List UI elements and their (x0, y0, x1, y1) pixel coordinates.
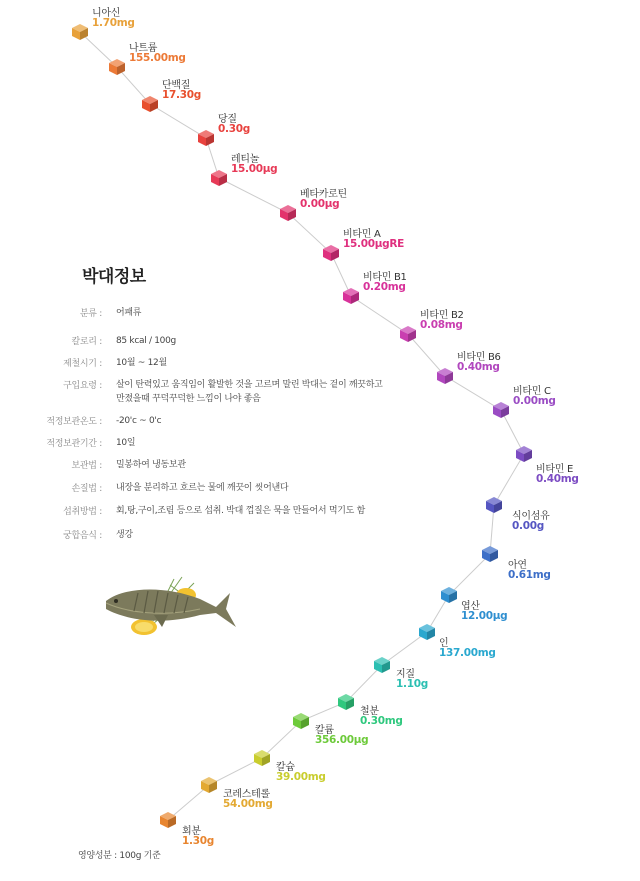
info-value: 회,탕,구이,조림 등으로 섭취. 박대 껍질은 묵을 만들어서 먹기도 함 (116, 506, 365, 516)
nutrient-name: 베타카로틴 (300, 189, 347, 200)
info-value: 어패류 (116, 308, 142, 318)
fish-icon (106, 589, 236, 627)
info-label: 적정보관기간 : (46, 439, 102, 449)
nutrient-cube-icon (211, 170, 227, 186)
nutrient-value: 54.00mg (223, 798, 273, 810)
nutrient-value: 0.30mg (360, 715, 403, 727)
info-value: 밀봉하여 냉동보관 (116, 460, 186, 470)
nutrient-name: 비타민 E (536, 464, 573, 475)
nutrient-value: 15.00μgRE (343, 238, 405, 250)
nutrient-name: 지질 (396, 669, 415, 680)
nutrient-value: 1.10g (396, 678, 428, 690)
info-label: 손질법 : (71, 484, 102, 494)
nutrient-value: 0.00g (512, 520, 544, 532)
nutrient-name: 칼륨 (315, 725, 334, 736)
nutrient-name: 철분 (360, 706, 379, 717)
nutrient-value: 12.00μg (461, 610, 508, 622)
nutrient-name: 아연 (508, 560, 527, 571)
nutrient-value: 0.40mg (457, 361, 500, 373)
nutrient-value: 39.00mg (276, 771, 326, 783)
nutrient-cube-icon (201, 777, 217, 793)
nutrient-value: 137.00mg (439, 647, 496, 659)
nutrient-value: 1.30g (182, 835, 214, 847)
nutrient-name: 코레스테롤 (223, 789, 270, 800)
nutrient-cube-icon (493, 402, 509, 418)
info-value: -20'c ~ 0'c (116, 416, 162, 426)
nutrient-value: 0.30g (218, 123, 250, 135)
nutrient-name: 당질 (218, 114, 237, 125)
info-label: 적정보관온도 : (46, 417, 102, 427)
info-value: 10일 (116, 438, 136, 448)
nutrient-name: 비타민 C (513, 386, 551, 397)
nutrient-value: 155.00mg (129, 52, 186, 64)
info-title: 박대정보 (82, 267, 146, 287)
info-label: 보관법 : (71, 461, 102, 471)
nutrient-value: 0.20mg (363, 281, 406, 293)
nutrient-value: 0.61mg (508, 569, 551, 581)
fish-illustration (104, 573, 236, 643)
nutrient-name: 레티놀 (231, 154, 260, 165)
nutrient-name: 단백질 (162, 80, 191, 91)
nutrient-value: 0.00μg (300, 198, 340, 210)
nutrient-cube-icon (400, 326, 416, 342)
nutrient-cube-icon (198, 130, 214, 146)
nutrient-value: 15.00μg (231, 163, 278, 175)
nutrient-cube-icon (343, 288, 359, 304)
info-value: 살이 탄력있고 움직임이 활발한 것을 고르며 말린 박대는 겉이 깨끗하고 만졌을때 꾸덕꾸덕한 느낌이 나야 좋음 (116, 380, 383, 404)
nutrient-cube-icon (419, 624, 435, 640)
nutrient-value: 1.70mg (92, 17, 135, 29)
nutrient-cube-icon (516, 446, 532, 462)
nutrient-value: 0.00mg (513, 395, 556, 407)
nutrient-name: 인 (439, 638, 449, 649)
nutrient-value: 17.30g (162, 89, 201, 101)
nutrient-name: 칼슘 (276, 762, 295, 773)
info-label: 궁합음식 : (63, 531, 102, 541)
info-value: 내장을 분리하고 흐르는 물에 깨끗이 씻어낸다 (116, 483, 289, 493)
info-value: 10월 ~ 12월 (116, 358, 167, 368)
nutrient-name: 회분 (182, 826, 201, 837)
nutrient-name: 식이섬유 (512, 511, 550, 522)
nutrient-name: 니아신 (92, 8, 121, 19)
info-label: 칼로리 : (71, 337, 102, 347)
info-label: 구입요령 : (63, 381, 102, 391)
nutrient-name: 나트륨 (129, 43, 158, 54)
info-label: 제철시기 : (63, 359, 102, 369)
nutrient-name: 비타민 B6 (457, 352, 501, 363)
info-value: 85 kcal / 100g (116, 336, 176, 346)
info-label: 섭취방법 : (63, 507, 102, 517)
nutrient-name: 엽산 (461, 601, 480, 612)
nutrient-value: 356.00μg (315, 734, 369, 746)
nutrient-name: 비타민 B1 (363, 272, 407, 283)
nutrient-name: 비타민 A (343, 229, 381, 240)
info-label: 분류 : (79, 309, 102, 319)
nutrient-name: 비타민 B2 (420, 310, 464, 321)
info-value: 생강 (116, 530, 133, 540)
nutrient-cube-icon (486, 497, 502, 513)
nutrient-cube-icon (437, 368, 453, 384)
footnote: 영양성분 : 100g 기준 (78, 851, 161, 861)
nutrient-cube-icon (160, 812, 176, 828)
nutrient-value: 0.08mg (420, 319, 463, 331)
nutrient-value: 0.40mg (536, 473, 579, 485)
